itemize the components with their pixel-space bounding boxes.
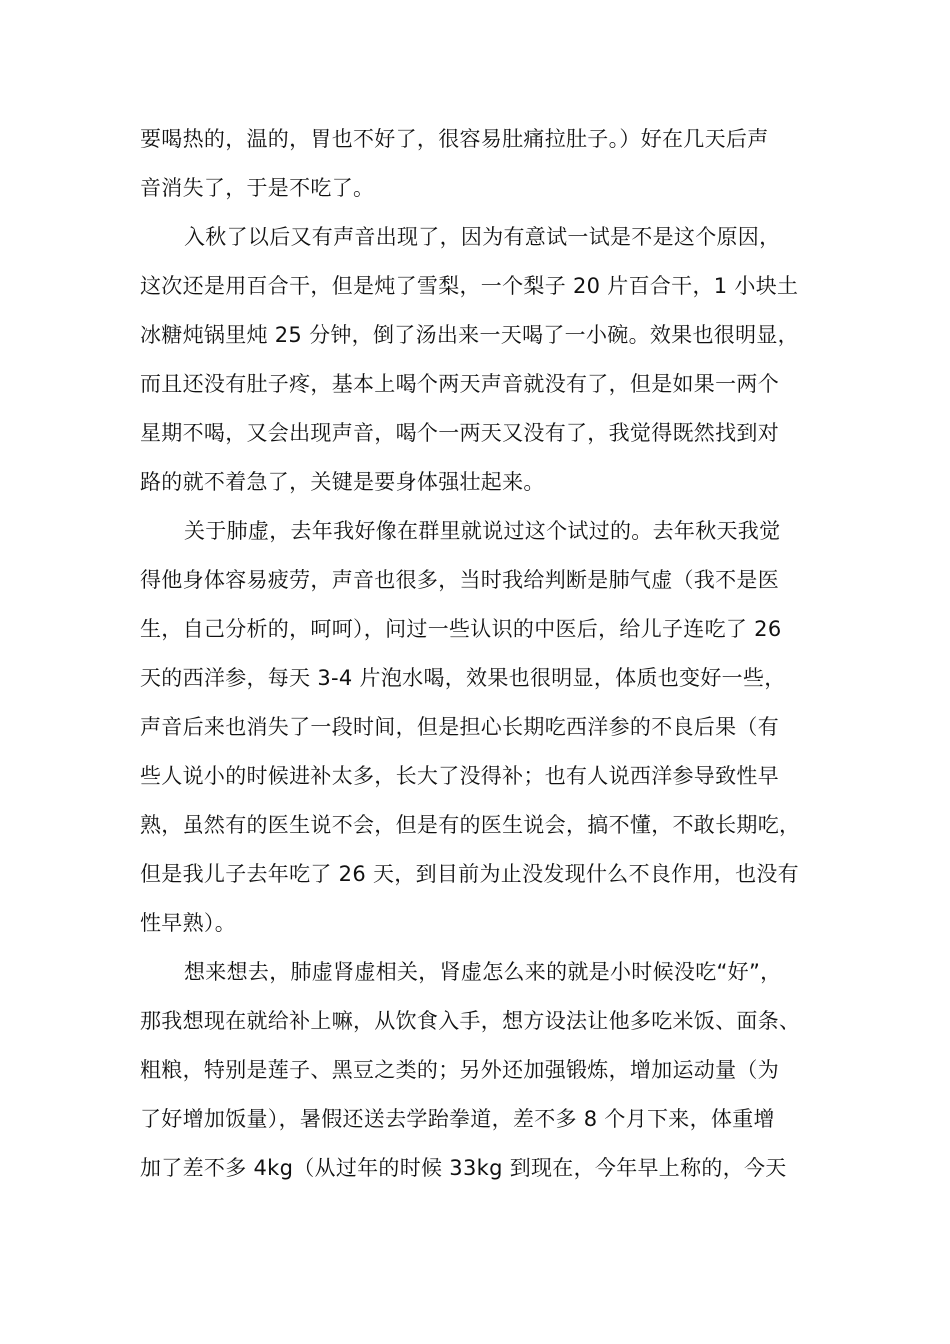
text-line-2: 音消失了，于是不吃了。	[140, 176, 375, 200]
text-line-6: 而且还没有肚子疼，基本上喝个两天声音就没有了，但是如果一两个	[140, 372, 779, 396]
text-line-14: 些人说小的时候进补太多，长大了没得补；也有人说西洋参导致性早	[140, 764, 779, 788]
text-line-4: 这次还是用百合干，但是炖了雪梨，一个梨子 20 片百合干，1 小块土	[140, 274, 799, 298]
text-line-10: 得他身体容易疲劳，声音也很多，当时我给判断是肺气虚（我不是医	[140, 568, 779, 592]
text-line-5: 冰糖炖锅里炖 25 分钟，倒了汤出来一天喝了一小碗。效果也很明显，	[140, 323, 799, 347]
text-line-21: 了好增加饭量），暑假还送去学跆拳道，差不多 8 个月下来，体重增	[140, 1107, 775, 1131]
text-line-15: 熟，虽然有的医生说不会，但是有的医生说会，搞不懂，不敢长期吃，	[140, 813, 801, 837]
text-line-17: 性早熟）。	[140, 911, 236, 935]
text-line-19: 那我想现在就给补上嘛，从饮食入手，想方设法让他多吃米饭、面条、	[140, 1009, 801, 1033]
paragraph-start-line-18: 想来想去，肺虚肾虚相关，肾虚怎么来的就是小时候没吃“好”，	[184, 960, 782, 984]
paragraph-start-line-9: 关于肺虚，去年我好像在群里就说过这个试过的。去年秋天我觉	[184, 519, 781, 543]
text-line-8: 路的就不着急了，关键是要身体强壮起来。	[140, 470, 545, 494]
paragraph-start-line-3: 入秋了以后又有声音出现了，因为有意试一试是不是这个原因，	[184, 225, 781, 249]
text-line-7: 星期不喝，又会出现声音，喝个一两天又没有了，我觉得既然找到对	[140, 421, 779, 445]
text-line-1: 要喝热的，温的，胃也不好了，很容易肚痛拉肚子。）好在几天后声	[140, 127, 769, 151]
text-line-22: 加了差不多 4kg（从过年的时候 33kg 到现在，今年早上称的，今天	[140, 1156, 787, 1180]
text-line-20: 粗粮，特别是莲子、黑豆之类的；另外还加强锻炼，增加运动量（为	[140, 1058, 779, 1082]
text-line-11: 生，自己分析的，呵呵），问过一些认识的中医后，给儿子连吃了 26	[140, 617, 782, 641]
text-line-12: 天的西洋参，每天 3-4 片泡水喝，效果也很明显，体质也变好一些，	[140, 666, 786, 690]
text-line-13: 声音后来也消失了一段时间，但是担心长期吃西洋参的不良后果（有	[140, 715, 779, 739]
text-line-16: 但是我儿子去年吃了 26 天，到目前为止没发现什么不良作用，也没有	[140, 862, 799, 886]
